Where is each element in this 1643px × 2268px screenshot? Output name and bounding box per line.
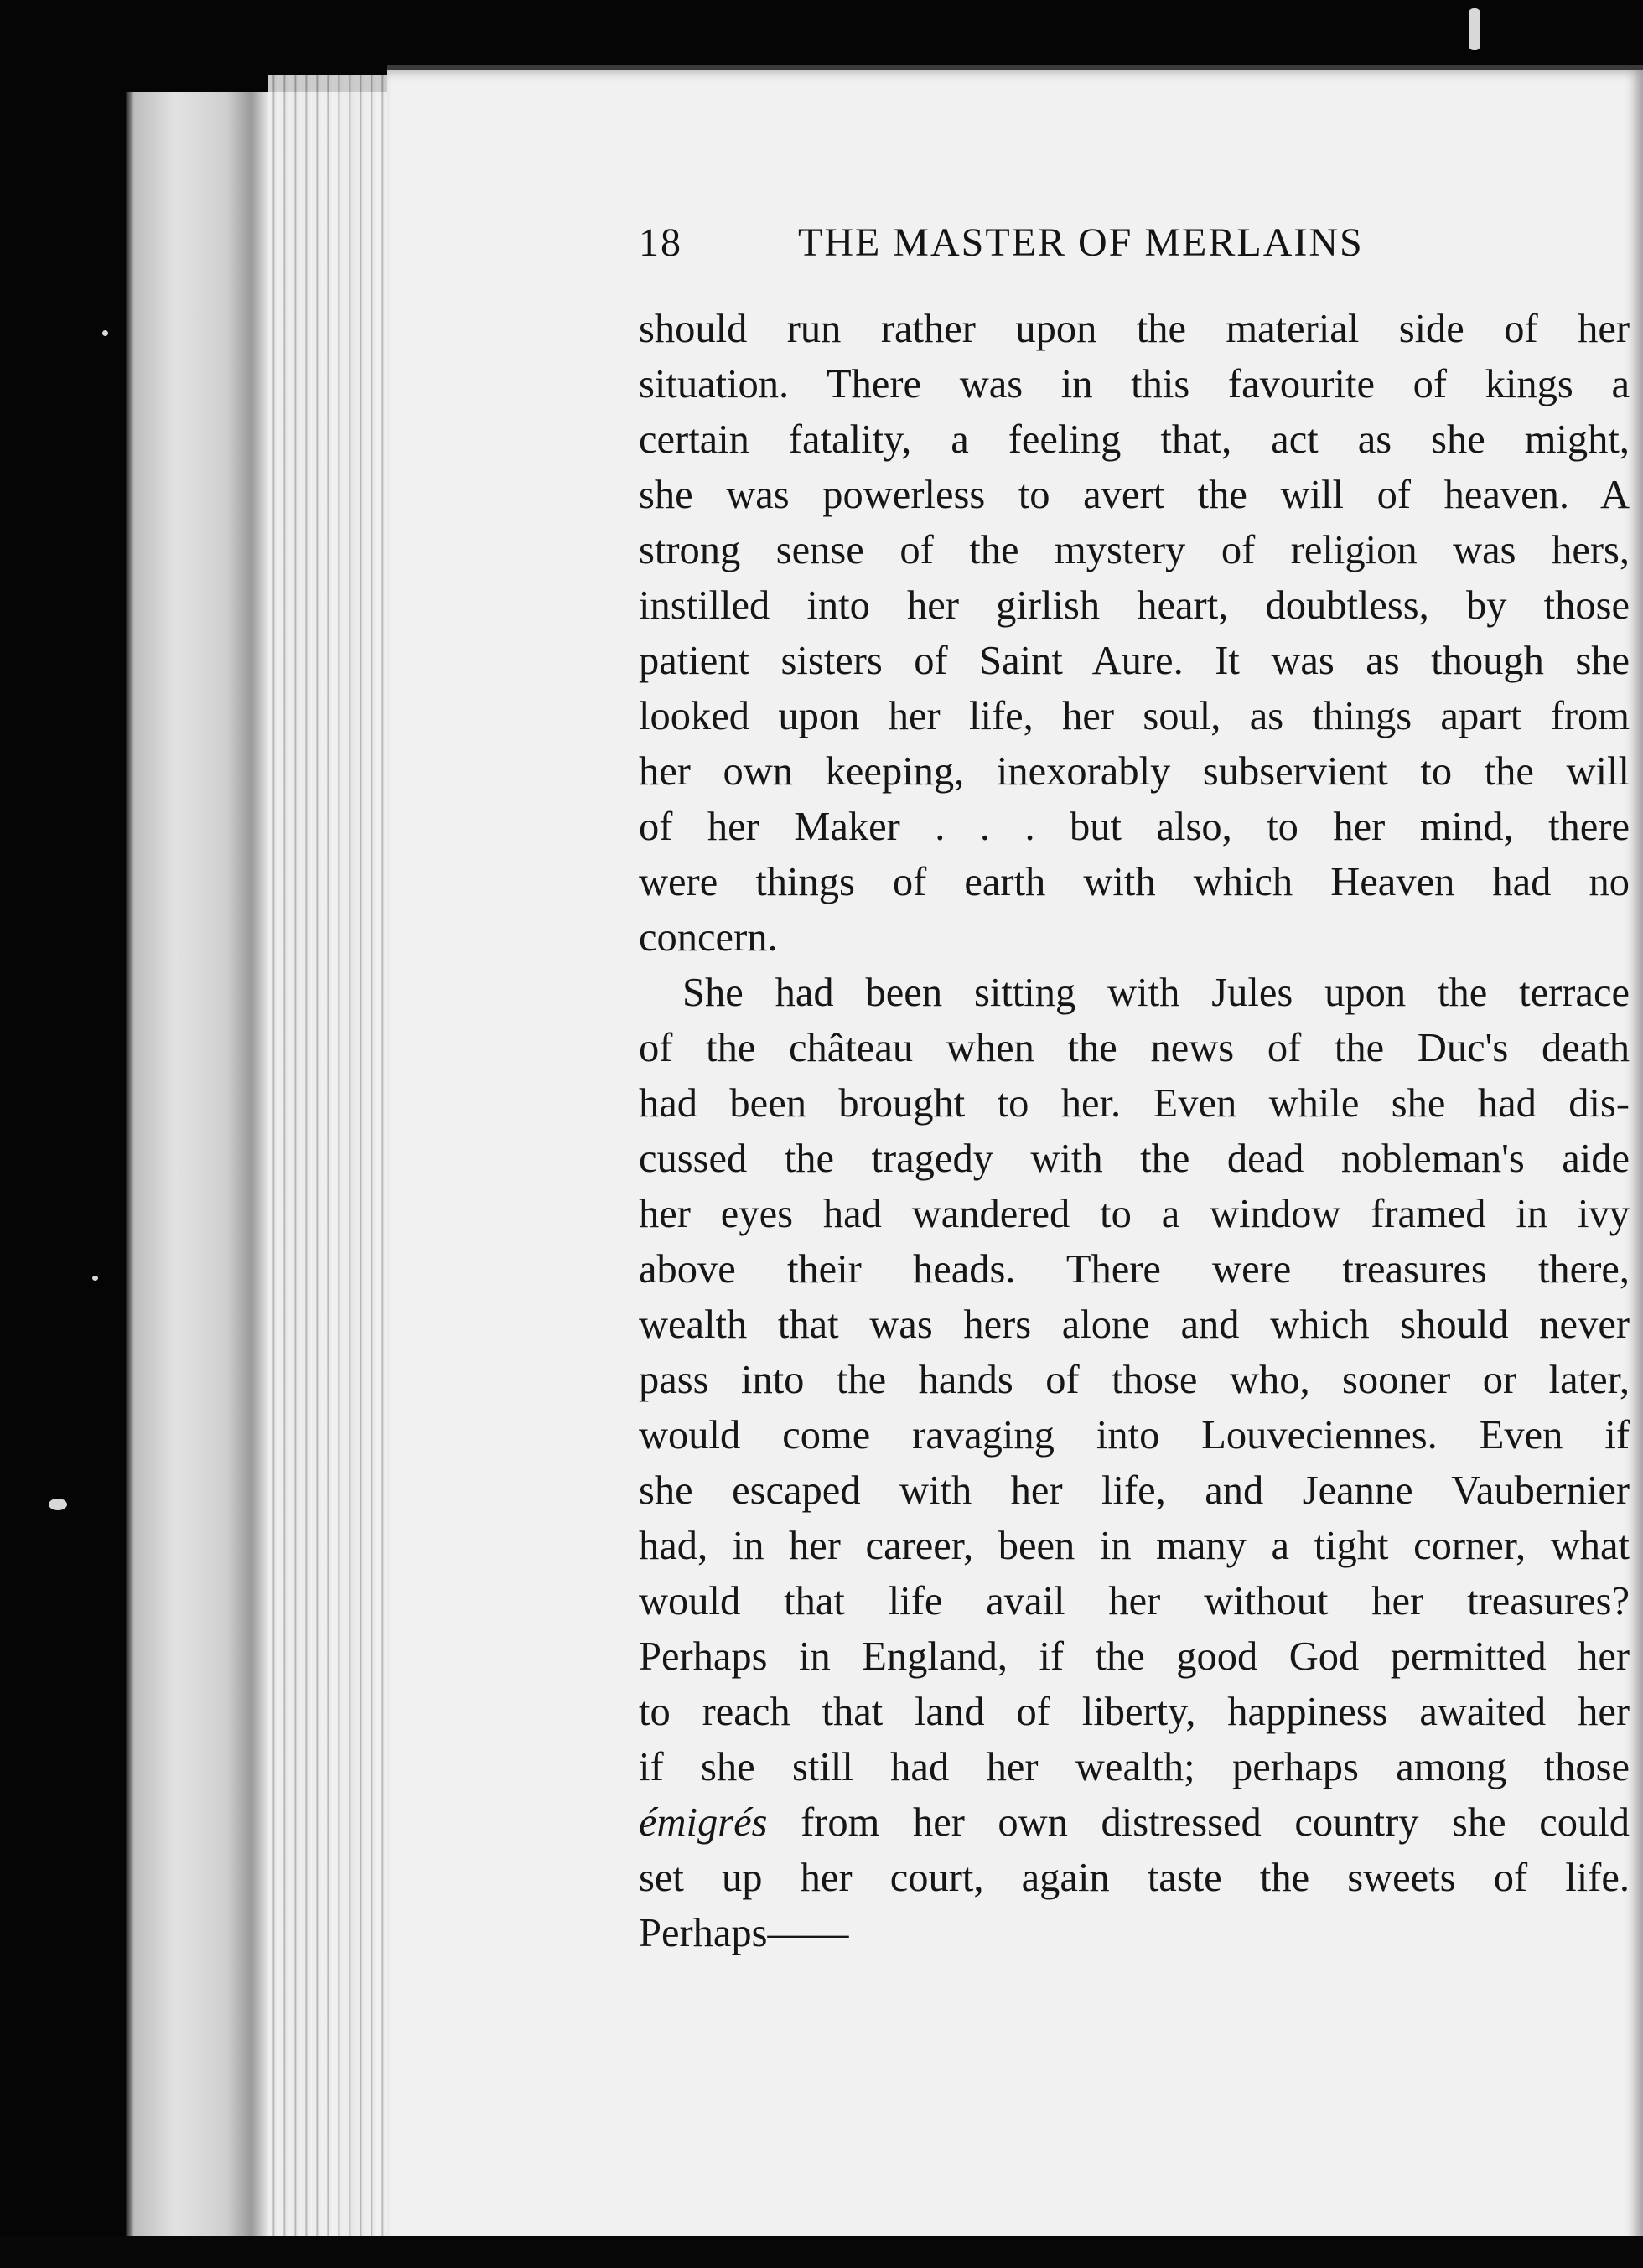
text-line: her eyes had wandered to a window framed in ivy [639,1192,1630,1236]
paragraph [639,302,1630,966]
text-line: had been brought to her. Even while she had dis- [639,1081,1630,1126]
text-line: would come ravaging into Louveciennes. Even if [639,1413,1630,1458]
dust-speck [92,1276,98,1281]
text-fragment: from her own distressed country she could [767,1800,1630,1845]
book-title: THE MASTER OF MERLAINS [798,220,1364,265]
text-line: pass into the hands of those who, sooner or later, [639,1358,1630,1402]
text-line: situation. There was in this favourite of kings a [639,362,1630,406]
running-head [639,220,1636,266]
text-line [639,1795,1630,1851]
text-line: she was powerless to avert the will of heaven. A [639,473,1630,517]
text-line: wealth that was hers alone and which should never [639,1302,1630,1347]
text-line: to reach that land of liberty, happiness awaited her [639,1690,1630,1734]
dust-speck [49,1499,67,1510]
text-line: patient sisters of Saint Aure. It was as though she [639,639,1630,683]
text-line: set up her court, again taste the sweets of life. [639,1856,1630,1900]
text-line: strong sense of the mystery of religion was hers, [639,528,1630,572]
text-line: should run rather upon the material side of her [639,307,1630,351]
text-line: of her Maker . . . but also, to her mind, there [639,805,1630,849]
text-line: of the château when the news of the Duc's death [639,1026,1630,1070]
dust-speck [102,330,108,336]
text-line: if she still had her wealth; perhaps among those [639,1745,1630,1789]
text-line: cussed the tragedy with the dead nobleman's aide [639,1137,1630,1181]
text-line: her own keeping, inexorably subservient to the will [639,749,1630,794]
text-line: would that life avail her without her treasures? [639,1579,1630,1623]
italic-word: émigrés [639,1800,768,1845]
text-line: she escaped with her life, and Jeanne Vaubernier [639,1468,1630,1513]
page-edge-lines [268,75,394,2246]
dust-speck [1469,8,1480,50]
text-line: had, in her career, been in many a tight corner, what [639,1524,1630,1568]
text-line: concern. [639,915,778,960]
text-line: certain fatality, a feeling that, act as she might, [639,417,1630,462]
body-text [639,302,1630,1961]
text-line: above their heads. There were treasures there, [639,1247,1630,1292]
text-line: She had been sitting with Jules upon the terrace [682,971,1630,1015]
text-line: Perhaps in England, if the good God permitted her [639,1634,1630,1679]
text-line: looked upon her life, her soul, as things apart from [639,694,1630,738]
page-number: 18 [639,220,682,265]
text-line: instilled into her girlish heart, doubtless, by those [639,583,1630,628]
scan-bottom-border [0,2236,1643,2268]
text-line: were things of earth with which Heaven had no [639,860,1630,904]
text-line: Perhaps—— [639,1911,849,1955]
paragraph [639,966,1630,1961]
